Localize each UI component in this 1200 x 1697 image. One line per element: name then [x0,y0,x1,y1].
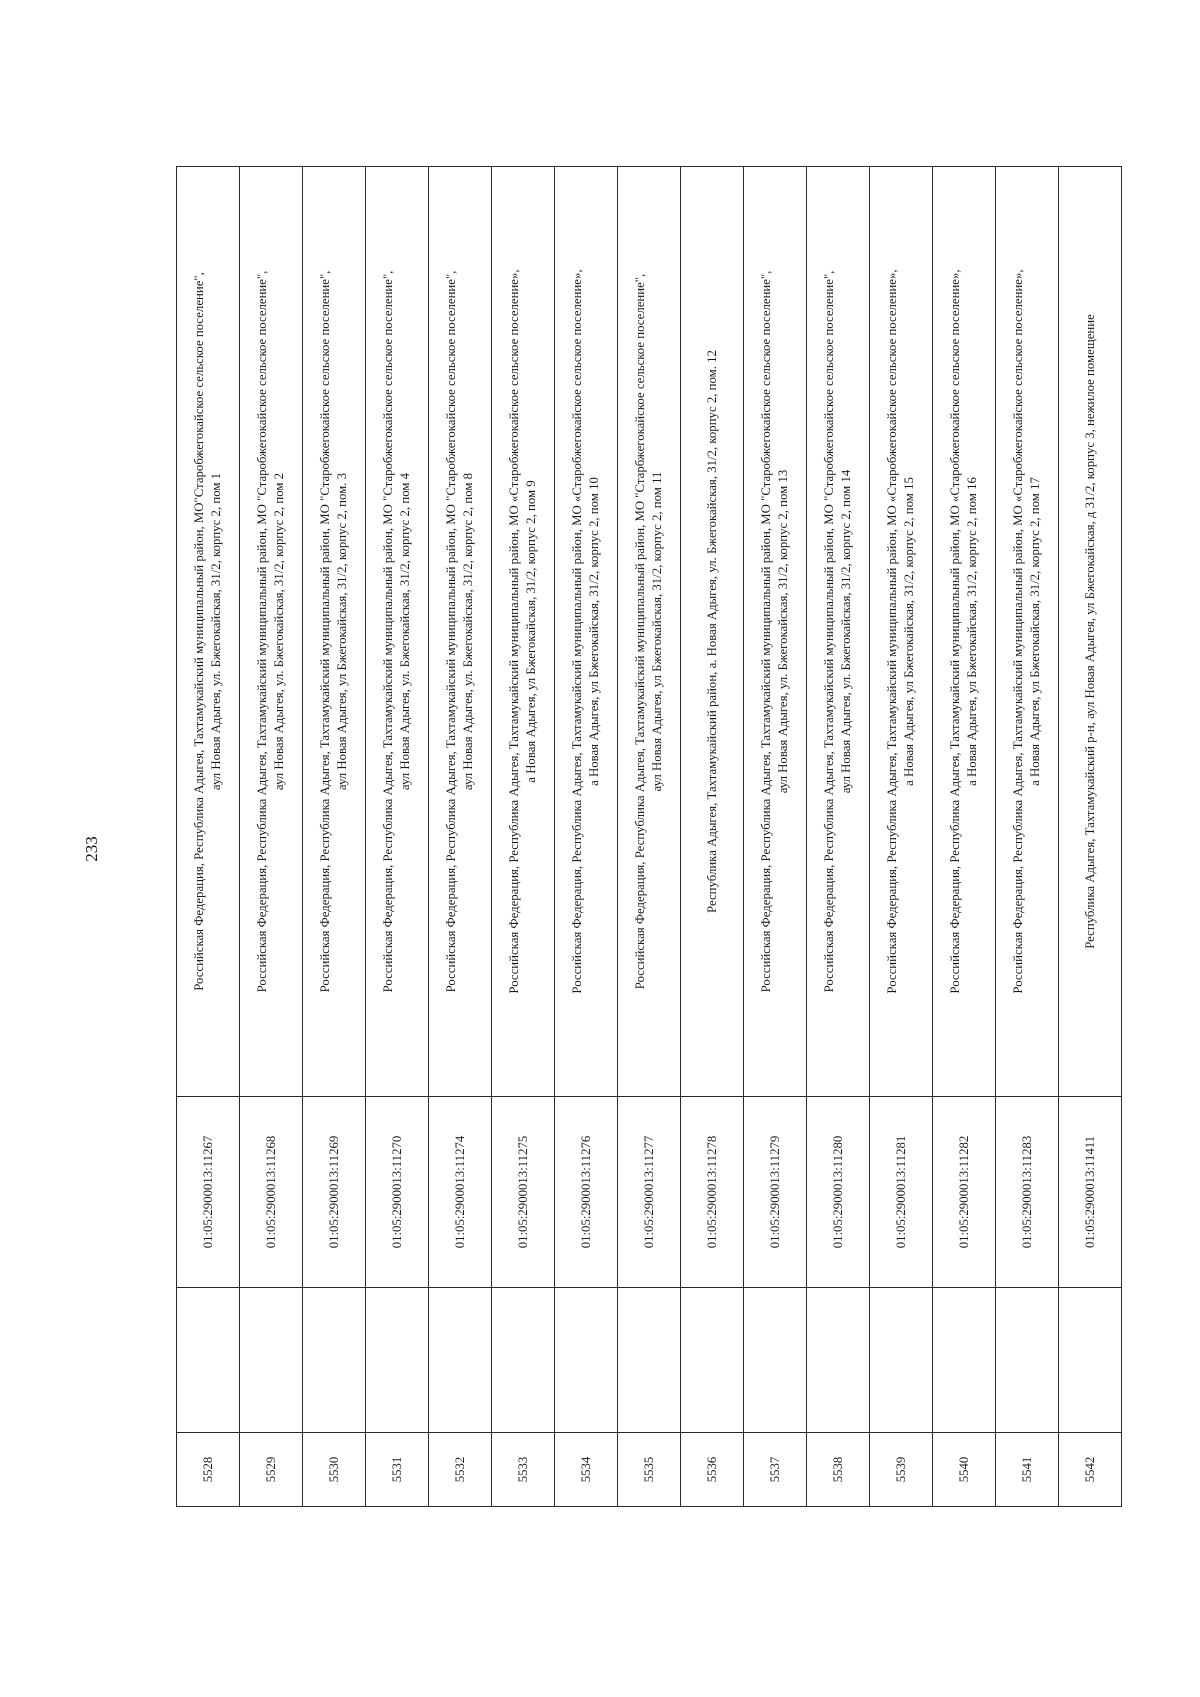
table-row [618,167,681,1507]
address-line-2: аул Новая Адыгея, ул. Бжегокайская, 31/2, корпус 2, пом 1 [209,472,223,791]
address-line-2: аул Новая Адыгея, ул. Бжегокайская, 31/2, корпус 2, пом 8 [461,472,475,791]
address-cell [996,167,1059,1097]
empty-cell [177,1288,240,1433]
row-number: 5535 [618,1433,681,1507]
table-row [807,167,870,1507]
row-number: 5539 [870,1433,933,1507]
empty-cell [681,1288,744,1433]
row-number: 5542 [1059,1433,1122,1507]
row-number: 5528 [177,1433,240,1507]
address-line-1: Российская Федерация, Республика Адыгея, Тахтамукайский муниципальный район, МО «Старобжегокайское сельское поселение», [507,269,521,994]
address-cell [618,167,681,1097]
address-line-1: Республика Адыгея, Тахтамукайский р-н, аул Новая Адыгея, ул Бжегокайская, д 31/2, корпус 3, нежилое помещение [1082,314,1097,949]
cadastral-number: 01:05:2900013:11279 [744,1097,807,1288]
address-cell [366,167,429,1097]
address-line-2: аул Новая Адыгея, ул. Бжегокайская, 31/2, корпус 2, пом 4 [398,472,412,791]
empty-cell [933,1288,996,1433]
row-number: 5534 [555,1433,618,1507]
empty-cell [870,1288,933,1433]
empty-cell [996,1288,1059,1433]
table-row [933,167,996,1507]
row-number: 5541 [996,1433,1059,1507]
table-row [240,167,303,1507]
empty-cell [303,1288,366,1433]
register-table [176,166,1122,1507]
cadastral-number: 01:05:2900013:11281 [870,1097,933,1288]
address-cell [933,167,996,1097]
cadastral-number: 01:05:2900013:11270 [366,1097,429,1288]
address-cell [177,167,240,1097]
cadastral-number: 01:05:2900013:11267 [177,1097,240,1288]
cadastral-number: 01:05:2900013:11274 [429,1097,492,1288]
address-line-1: Российская Федерация, Республика Адыгея, Тахтамукайский муниципальный район, МО "Старобжегокайское сельское поселение", [759,270,773,993]
address-line-1: Российская Федерация, Республика Адыгея, Тахтамукайский муниципальный район, МО «Старобжегокайское сельское поселение», [948,269,962,994]
cadastral-number: 01:05:2900013:11269 [303,1097,366,1288]
table-row [429,167,492,1507]
address-cell [429,167,492,1097]
row-number: 5540 [933,1433,996,1507]
table-row [177,167,240,1507]
address-line-2: аул Новая Адыгея, ул Бжегокайская, 31/2, корпус 2, пом. 3 [335,472,349,791]
address-line-1: Российская Федерация, Республика Адыгея, Тахтамукайский муниципальный район, МО "Старобжегокайское сельское поселение", [444,270,458,993]
empty-cell [429,1288,492,1433]
table-row [555,167,618,1507]
empty-cell [492,1288,555,1433]
address-line-1: Российская Федерация, Республика Адыгея, Тахтамукайский муниципальный район, МО «Старобжегокайское сельское поселение», [885,269,899,994]
address-line-2: а Новая Адыгея, ул Бжегокайская, 31/2, корпус 2, пом 16 [965,477,979,786]
register-table-body [177,167,1122,1507]
address-cell [303,167,366,1097]
cadastral-number: 01:05:2900013:11276 [555,1097,618,1288]
empty-cell [240,1288,303,1433]
address-line-2: а Новая Адыгея, ул Бжегокайская, 31/2, корпус 2, пом 9 [524,480,538,783]
address-line-1: Российская Федерация, Республика Адыгея, Тахтамукайский муниципальный район, МО «Старобжегокайское сельское поселение», [570,269,584,994]
table-row [744,167,807,1507]
row-number: 5538 [807,1433,870,1507]
page-number: 233 [82,836,101,862]
table-row [303,167,366,1507]
row-number: 5532 [429,1433,492,1507]
row-number: 5529 [240,1433,303,1507]
row-number: 5531 [366,1433,429,1507]
table-row [870,167,933,1507]
empty-cell [366,1288,429,1433]
address-cell [870,167,933,1097]
address-line-2: а Новая Адыгея, ул Бжегокайская, 31/2, корпус 2, пом 17 [1028,477,1042,786]
address-cell [744,167,807,1097]
address-line-2: аул Новая Адыгея, ул Бжегокайская, 31/2, корпус 2, пом 11 [650,471,664,792]
table-row [1059,167,1122,1507]
address-line-2: аул Новая Адыгея, ул. Бжегокайская, 31/2, корпус 2, пом 2 [272,472,286,791]
cadastral-number: 01:05:2900013:11411 [1059,1097,1122,1288]
address-line-2: аул Новая Адыгея, ул. Бжегокайская, 31/2, корпус 2, пом 14 [839,469,853,794]
cadastral-number: 01:05:2900013:11282 [933,1097,996,1288]
cadastral-number: 01:05:2900013:11275 [492,1097,555,1288]
address-line-2: аул Новая Адыгея, ул. Бжегокайская, 31/2, корпус 2, пом 13 [776,469,790,794]
cadastral-number: 01:05:2900013:11283 [996,1097,1059,1288]
address-cell [555,167,618,1097]
address-cell [492,167,555,1097]
empty-cell [744,1288,807,1433]
address-line-1: Российская Федерация, Республика Адыгея, Тахтамукайский муниципальный район, МО «Старобжегокайское сельское поселение», [1011,269,1025,994]
address-line-1: Российская Федерация, Республика Адыгея, Тахтамукайский муниципальный район, МО "Старобжегокайское сельское поселение", [318,270,332,993]
address-line-2: а Новая Адыгея, ул Бжегокайская, 31/2, корпус 2, пом 15 [902,477,916,786]
address-cell [681,167,744,1097]
address-cell [1059,167,1122,1097]
empty-cell [618,1288,681,1433]
row-number: 5536 [681,1433,744,1507]
row-number: 5533 [492,1433,555,1507]
address-cell [240,167,303,1097]
address-line-1: Российская Федерация, Республика Адыгея, Тахтамукайский муниципальный район, МО "Старбжегокайское сельское поселение", [633,273,647,990]
address-line-1: Российская Федерация, Республика Адыгея, Тахтамукайский муниципальный район, МО "Старобжегокайское сельское поселение", [822,270,836,993]
empty-cell [807,1288,870,1433]
table-row [681,167,744,1507]
address-line-1: Российская Федерация, Республика Адыгея, Тахтамукайский муниципальный район, МО "Старобжегокайское сельское поселение", [381,270,395,993]
table-row [366,167,429,1507]
table-row [996,167,1059,1507]
address-cell [807,167,870,1097]
empty-cell [555,1288,618,1433]
row-number: 5537 [744,1433,807,1507]
cadastral-number: 01:05:2900013:11278 [681,1097,744,1288]
row-number: 5530 [303,1433,366,1507]
address-line-1: Российская Федерация, Республика Адыгея, Тахтамукайский муниципальный район, МО"Старобжегокайское сельское поселение", [192,272,206,991]
table-row [492,167,555,1507]
address-line-2: а Новая Адыгея, ул Бжегокайская, 31/2, корпус 2, пом 10 [587,477,601,786]
cadastral-number: 01:05:2900013:11268 [240,1097,303,1288]
cadastral-number: 01:05:2900013:11280 [807,1097,870,1288]
empty-cell [1059,1288,1122,1433]
address-line-1: Российская Федерация, Республика Адыгея, Тахтамукайский муниципальный район, МО "Старобжегокайское сельское поселение", [255,270,269,993]
address-line-1: Республика Адыгея, Тахтамукайский район, а. Новая Адыгея, ул. Бжегокайская, 31/2, корпус 2, пом. 12 [704,350,719,913]
cadastral-number: 01:05:2900013:11277 [618,1097,681,1288]
